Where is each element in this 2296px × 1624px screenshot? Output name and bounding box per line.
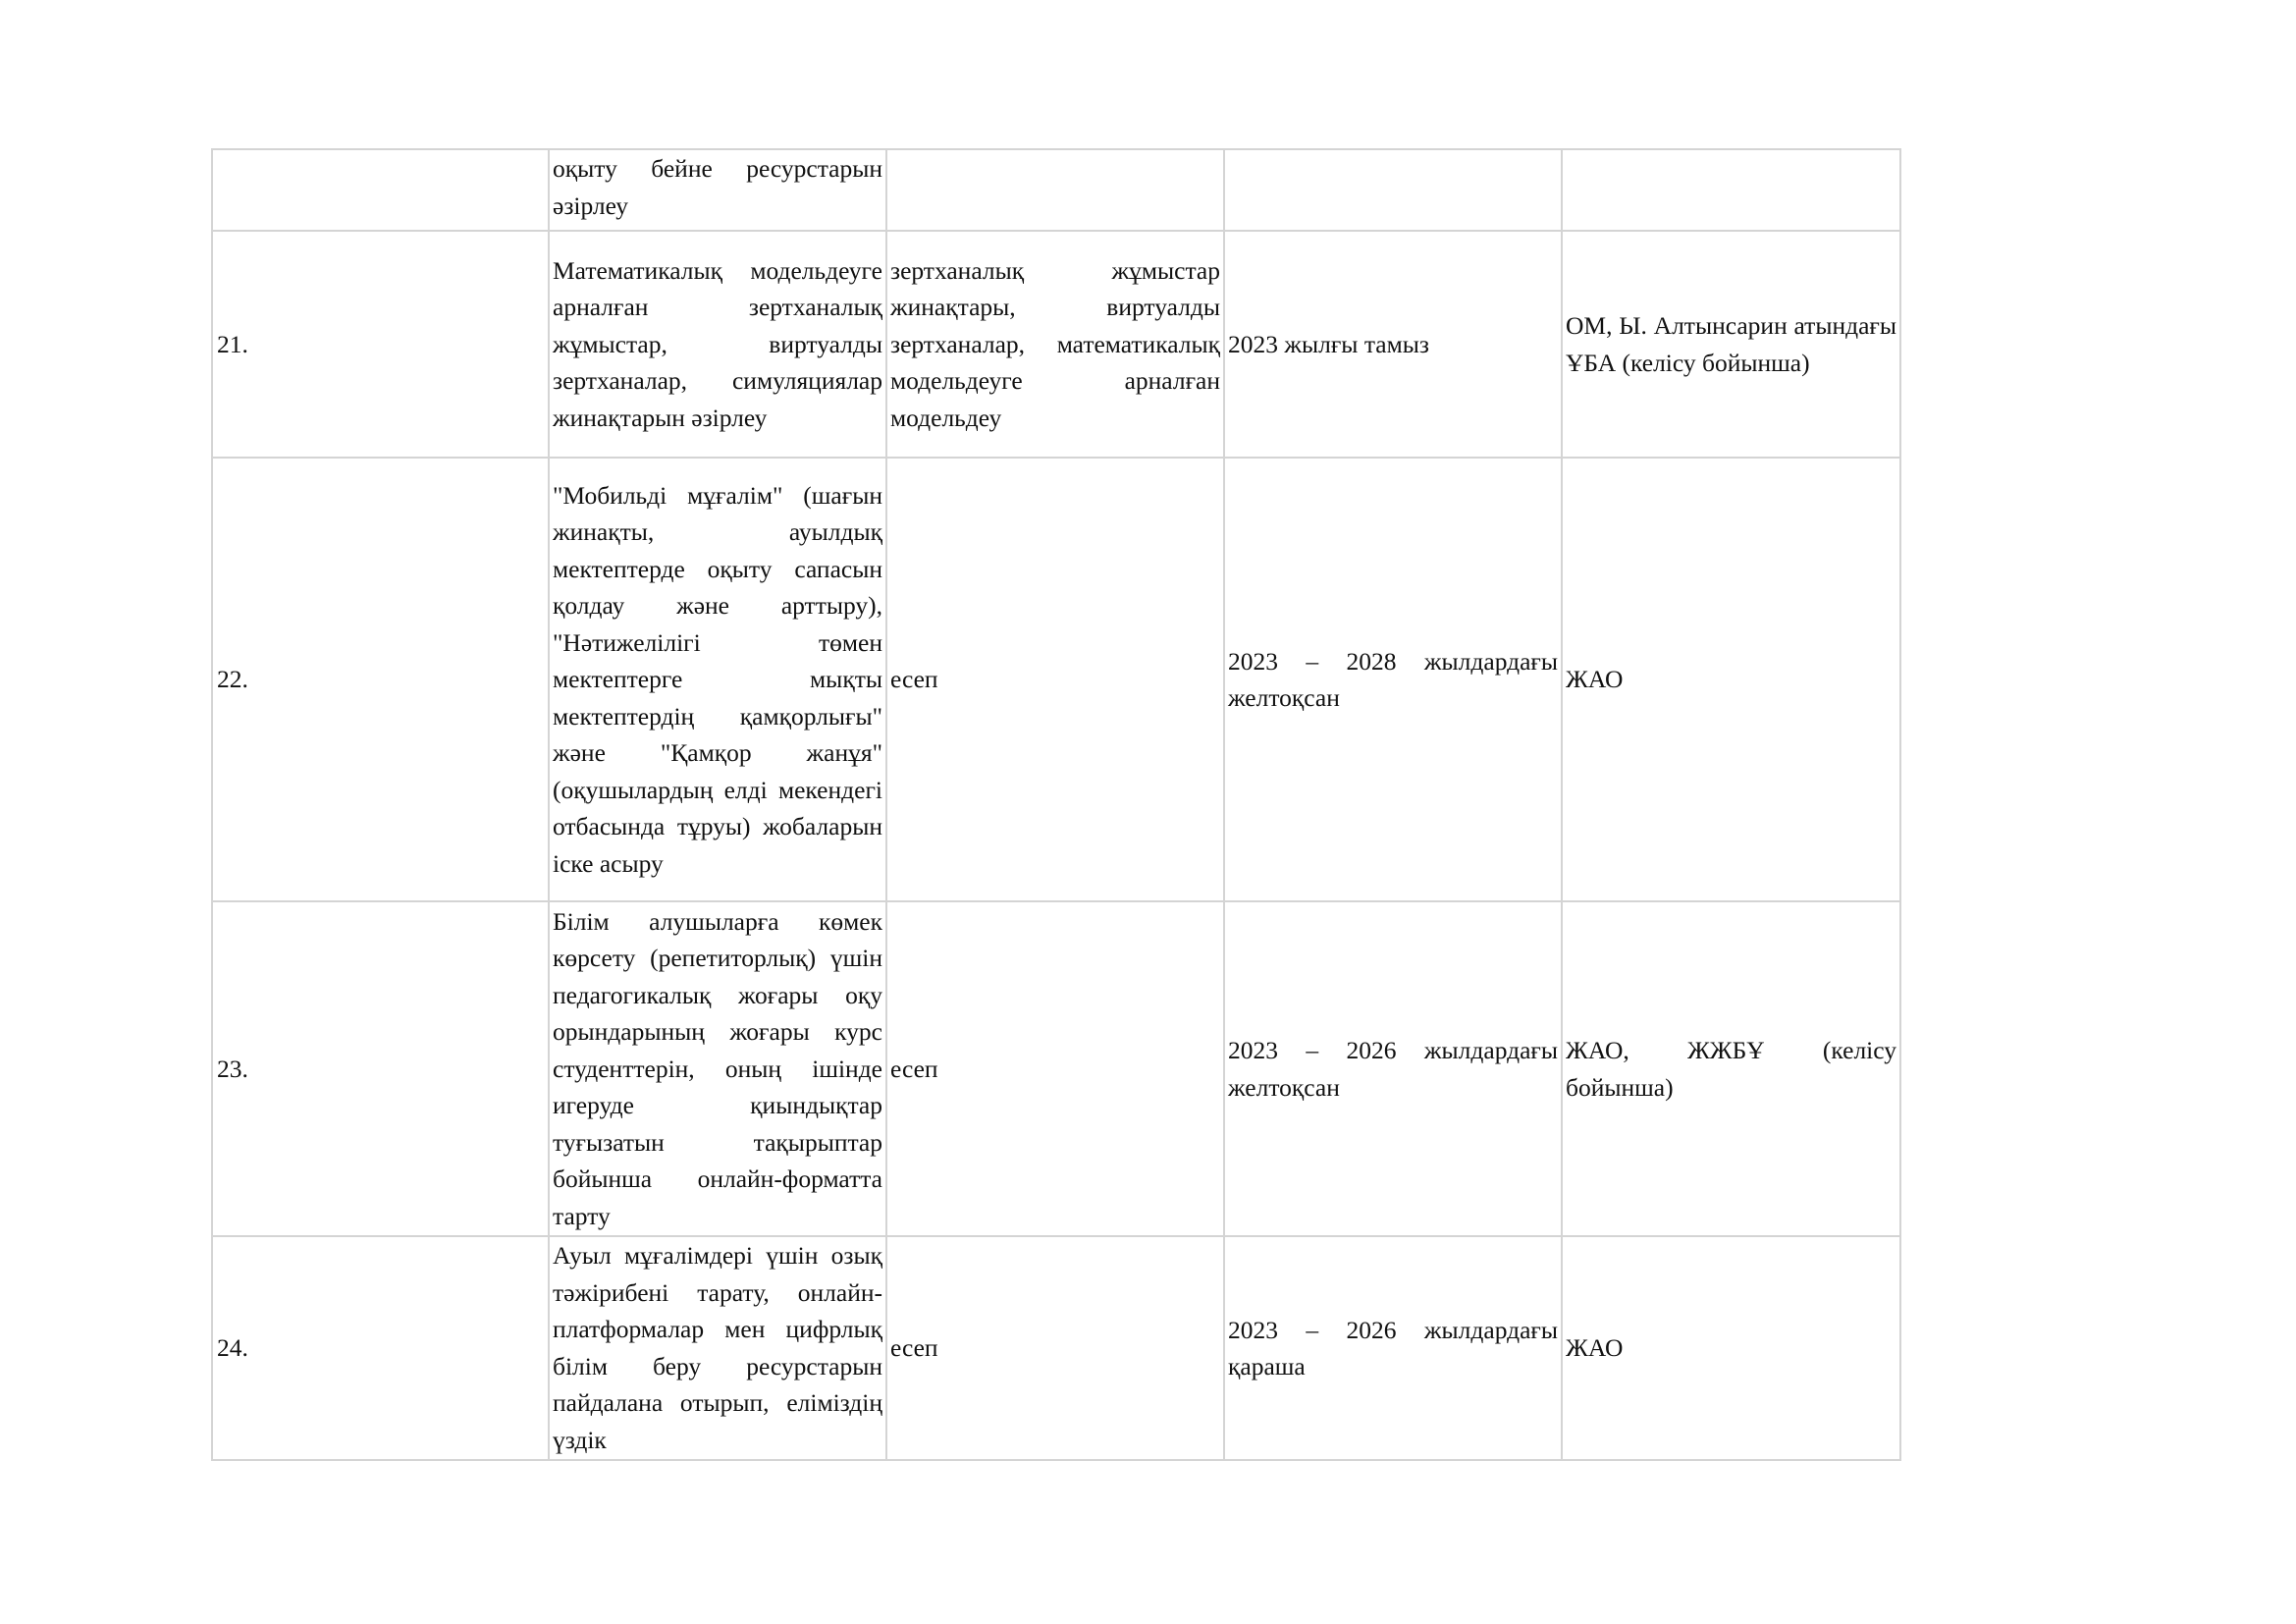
- completion-form-cell: есеп: [886, 901, 1224, 1236]
- action-cell: Ауыл мұғалімдері үшін озық тәжірибені тарату, онлайн-платформалар мен цифрлық білім беру ресурстарын пайдалана отырып, еліміздің үздік: [549, 1236, 886, 1460]
- completion-form-cell: зертханалық жұмыстар жинақтары, виртуалды зертханалар, математикалық модельдеуге арналған модельдеу: [886, 231, 1224, 458]
- responsible-cell: ОМ, Ы. Алтынсарин атындағы ҰБА (келісу бойынша): [1562, 231, 1900, 458]
- row-number-cell: 23.: [212, 901, 549, 1236]
- completion-form-cell: есеп: [886, 458, 1224, 901]
- table-row: [212, 1236, 1900, 1460]
- row-number-cell: [212, 149, 549, 231]
- action-cell: Білім алушыларға көмек көрсету (репетиторлық) үшін педагогикалық жоғары оқу орындарының жоғары курс студенттерін, оның ішінде игеруде қиындықтар туғызатын тақырыптар бойынша онлайн-форматта тарту: [549, 901, 886, 1236]
- deadline-cell: 2023 – 2026 жылдардағы желтоқсан: [1224, 901, 1562, 1236]
- deadline-cell: 2023 – 2028 жылдардағы желтоқсан: [1224, 458, 1562, 901]
- table-row: [212, 231, 1900, 458]
- responsible-cell: ЖАО, ЖЖБҰ (келісу бойынша): [1562, 901, 1900, 1236]
- completion-form-cell: есеп: [886, 1236, 1224, 1460]
- table-row: [212, 149, 1900, 231]
- deadline-cell: [1224, 149, 1562, 231]
- row-number-cell: 21.: [212, 231, 549, 458]
- action-cell: Математикалық модельдеуге арналған зертханалық жұмыстар, виртуалды зертханалар, симуляциялар жинақтарын әзірлеу: [549, 231, 886, 458]
- action-cell: оқыту бейне ресурстарын әзірлеу: [549, 149, 886, 231]
- deadline-cell: 2023 жылғы тамыз: [1224, 231, 1562, 458]
- responsible-cell: ЖАО: [1562, 1236, 1900, 1460]
- action-cell: "Мобильді мұғалім" (шағын жинақты, ауылдық мектептерде оқыту сапасын қолдау және арттыру), "Нәтижелілігі төмен мектептерге мықты мектептердің қамқорлығы" және "Қамқор жанұя" (оқушылардың елді мекендегі отбасында тұруы) жобаларын іске асыру: [549, 458, 886, 901]
- action-plan-table: [211, 148, 1901, 1461]
- table-row: [212, 901, 1900, 1236]
- table-row: [212, 458, 1900, 901]
- row-number-cell: 22.: [212, 458, 549, 901]
- row-number-cell: 24.: [212, 1236, 549, 1460]
- responsible-cell: [1562, 149, 1900, 231]
- completion-form-cell: [886, 149, 1224, 231]
- deadline-cell: 2023 – 2026 жылдардағы қараша: [1224, 1236, 1562, 1460]
- responsible-cell: ЖАО: [1562, 458, 1900, 901]
